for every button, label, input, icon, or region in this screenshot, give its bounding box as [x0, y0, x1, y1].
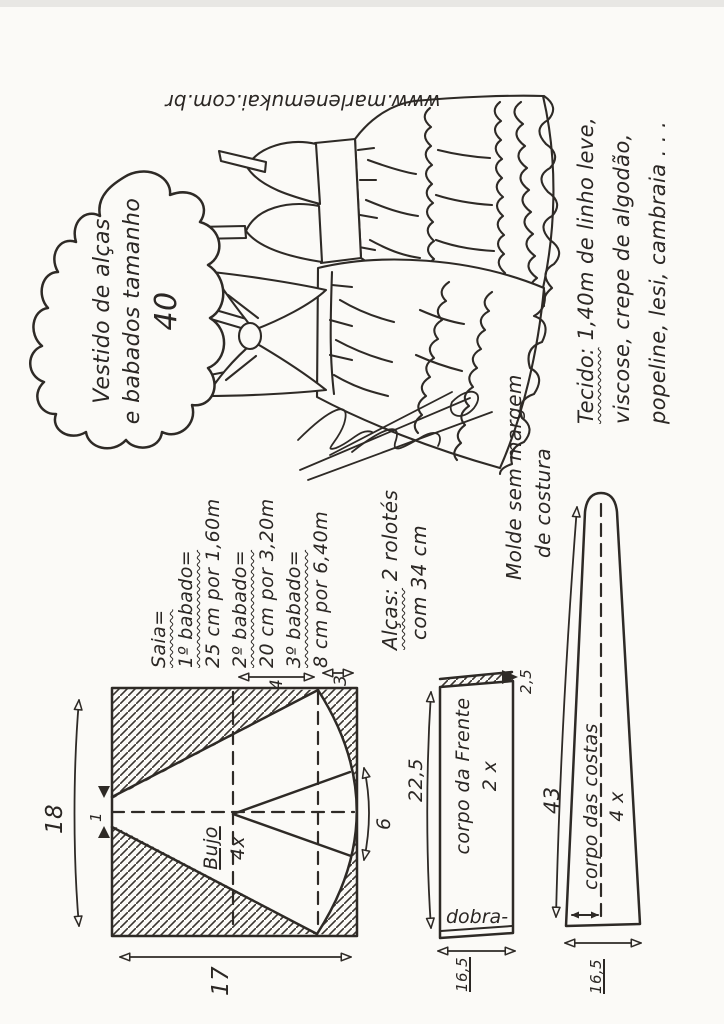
dress-front-cup — [246, 204, 322, 262]
skirt-note-line: 25 cm por 1,60m — [202, 498, 224, 668]
cloud-title-line2: e babados tamanho — [119, 197, 145, 425]
mold-note — [500, 370, 558, 580]
skirt-note-line: 2º babado= — [229, 549, 251, 668]
fabric-line2: viscose, crepe de algodão, — [610, 133, 634, 424]
bow-knot — [239, 323, 261, 349]
dim-label-22-5: 22,5 — [405, 758, 427, 802]
piece-cup-label — [198, 808, 252, 888]
straps-line1-rest: 2 rolotés — [378, 489, 402, 588]
cloud-title-line1: Vestido de alças — [90, 218, 115, 404]
straps-label: Alças: — [378, 587, 402, 650]
fabric-line1 — [568, 79, 604, 424]
dim-label-1: 1 — [87, 812, 105, 822]
piece-back-label — [578, 699, 630, 914]
dim-label-4: 4 — [267, 678, 287, 690]
dim-arrow-18 — [75, 700, 80, 926]
title-cloud-text — [88, 186, 188, 436]
piece-front-label — [450, 686, 504, 866]
dim-label-2-5: 2,5 — [517, 668, 535, 694]
dim-label-16-5-back: 16,5 — [587, 959, 605, 994]
dim-label-3: 3 — [331, 674, 351, 686]
mold-note-line2: de costura — [531, 447, 555, 558]
website-text: www.marlenemukai.com.br — [165, 90, 441, 114]
piece-front-name: corpo da Frente — [452, 697, 474, 855]
piece-back-qty: 4 x — [606, 791, 628, 822]
dim-label-6: 6 — [373, 817, 395, 830]
piece-cup-name: Bujo — [200, 826, 222, 870]
dim-arrow-22-5 — [427, 692, 431, 928]
fabric-line1-rest: 1,40m de linho leve, — [574, 116, 598, 348]
skirt-note-line: Saia= — [148, 609, 170, 668]
cloud-size-number: 40 — [149, 291, 185, 331]
straps-note-line1 — [376, 470, 405, 650]
dim-label-16-5-front: 16,5 — [453, 957, 471, 992]
piece-cup-qty: 4x — [227, 835, 249, 861]
skirt-note-line: 8 cm por 6,40m — [310, 510, 332, 668]
bow-loop — [207, 342, 326, 396]
fabric-note — [568, 79, 676, 424]
mold-note-line1: Molde sem margem — [502, 374, 526, 580]
fold-label-dobra: dobra- — [446, 906, 509, 928]
dim-label-17: 17 — [208, 965, 234, 996]
dim-arrow-43 — [556, 507, 577, 917]
fabric-line3: popeline, lesi, cambraia . . . — [646, 120, 670, 424]
skirt-note-line: 3º babado= — [283, 549, 305, 668]
piece-back-name: corpo das costas — [580, 723, 602, 890]
straps-note-line2: com 34 cm — [407, 525, 431, 640]
skirt-note-line: 1º babado= — [175, 549, 197, 668]
dim-label-43: 43 — [540, 786, 564, 814]
skirt-ruffle-note — [146, 438, 335, 668]
skirt-note-line: 20 cm por 3,20m — [256, 498, 278, 668]
fabric-label: Tecido: — [574, 347, 598, 424]
straps-note — [376, 470, 434, 650]
dress-front-cup — [247, 142, 320, 204]
dim-arrow-6 — [364, 768, 369, 860]
dim-label-18: 18 — [42, 803, 68, 834]
piece-front-qty: 2 x — [479, 760, 501, 792]
